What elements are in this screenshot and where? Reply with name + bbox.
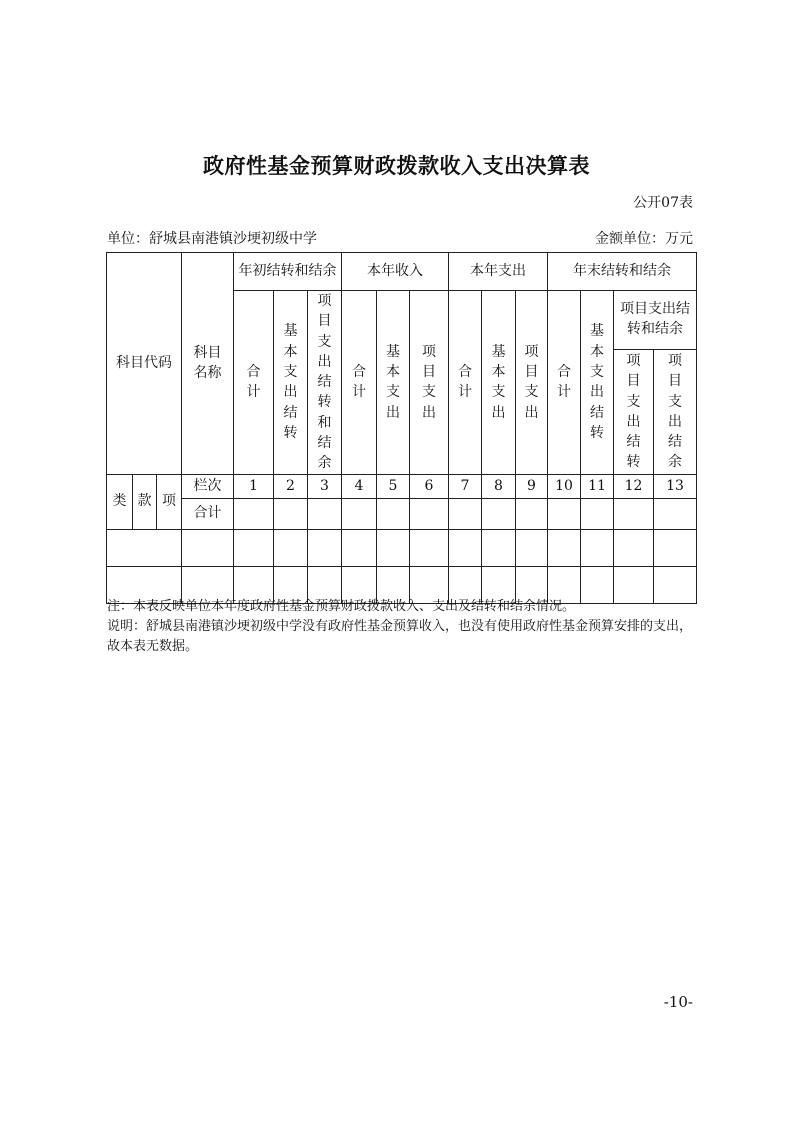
- category-xiang: 项: [157, 474, 182, 529]
- table-cell: [234, 498, 274, 529]
- end-project-balance-header: 项目支出结余: [654, 349, 697, 474]
- column-index: 8: [482, 474, 516, 498]
- table-cell: [377, 498, 410, 529]
- column-index: 2: [274, 474, 308, 498]
- table-cell: [107, 529, 182, 566]
- table-cell: [342, 498, 377, 529]
- table-note: 注：本表反映单位本年度政府性基金预算财政拨款收入、支出及结转和结余情况。: [107, 599, 576, 614]
- table-cell: [308, 498, 342, 529]
- fund-budget-table: [106, 252, 697, 604]
- table-cell: [377, 529, 410, 566]
- column-index: 13: [654, 474, 697, 498]
- table-cell: [182, 529, 234, 566]
- header-subject-name: 科目名称: [182, 253, 234, 475]
- end-project-group-header: 项目支出结转和结余: [614, 291, 697, 350]
- currency-unit: 金额单位：万元: [595, 231, 693, 247]
- column-index: 11: [581, 474, 614, 498]
- table-cell: [410, 529, 449, 566]
- end-project-carry-header: 项目支出结转: [614, 349, 654, 474]
- header-current-expense: 本年支出: [449, 253, 548, 291]
- table-cell: [342, 529, 377, 566]
- income-basic-header: 基本支出: [377, 291, 410, 475]
- header-end-balance: 年末结转和结余: [548, 253, 697, 291]
- category-lei: 类: [107, 474, 133, 529]
- column-index: 6: [410, 474, 449, 498]
- table-cell: [274, 529, 308, 566]
- page-number: -10-: [663, 993, 693, 1011]
- income-project-header: 项目支出: [410, 291, 449, 475]
- table-cell: [548, 498, 581, 529]
- expense-basic-header: 基本支出: [482, 291, 516, 475]
- table-cell: [581, 498, 614, 529]
- table-cell: [234, 529, 274, 566]
- sum-label: 合计: [182, 498, 234, 529]
- header-begin-balance: 年初结转和结余: [234, 253, 342, 291]
- table-cell: [449, 498, 482, 529]
- table-cell: [516, 498, 548, 529]
- table-cell: [482, 529, 516, 566]
- income-total-header: 合计: [342, 291, 377, 475]
- column-index: 4: [342, 474, 377, 498]
- begin-project-carry-header: 项目支出结转和结余: [308, 291, 342, 475]
- column-index: 12: [614, 474, 654, 498]
- page-title: 政府性基金预算财政拨款收入支出决算表: [203, 154, 590, 178]
- header-subject-code: 科目代码: [107, 253, 182, 475]
- table-row: [107, 498, 697, 529]
- begin-total-header: 合计: [234, 291, 274, 475]
- expense-total-header: 合计: [449, 291, 482, 475]
- column-index: 7: [449, 474, 482, 498]
- table-cell: [274, 498, 308, 529]
- column-index: 9: [516, 474, 548, 498]
- table-cell: [516, 529, 548, 566]
- table-explanation: 说明：舒城县南港镇沙埂初级中学没有政府性基金预算收入，也没有使用政府性基金预算安排的支出，故本表无数据。: [107, 619, 693, 654]
- column-index: 3: [308, 474, 342, 498]
- header-current-income: 本年收入: [342, 253, 449, 291]
- table-row: [107, 529, 697, 566]
- table-cell: [410, 498, 449, 529]
- column-index: 5: [377, 474, 410, 498]
- reporting-unit: 单位：舒城县南港镇沙埂初级中学: [107, 231, 317, 247]
- table-cell: [654, 529, 697, 566]
- column-index-label: 栏次: [182, 474, 234, 498]
- column-index: 1: [234, 474, 274, 498]
- form-number: 公开07表: [633, 195, 693, 211]
- end-basic-carry-header: 基本支出结转: [581, 291, 614, 475]
- column-index: 10: [548, 474, 581, 498]
- table-cell: [482, 498, 516, 529]
- table-cell: [308, 529, 342, 566]
- table-cell: [654, 498, 697, 529]
- category-kuan: 款: [133, 474, 157, 529]
- table-cell: [581, 529, 614, 566]
- end-total-header: 合计: [548, 291, 581, 475]
- table-cell: [614, 529, 654, 566]
- table-cell: [614, 498, 654, 529]
- table-cell: [449, 529, 482, 566]
- table-cell: [548, 529, 581, 566]
- begin-basic-carry-header: 基本支出结转: [274, 291, 308, 475]
- expense-project-header: 项目支出: [516, 291, 548, 475]
